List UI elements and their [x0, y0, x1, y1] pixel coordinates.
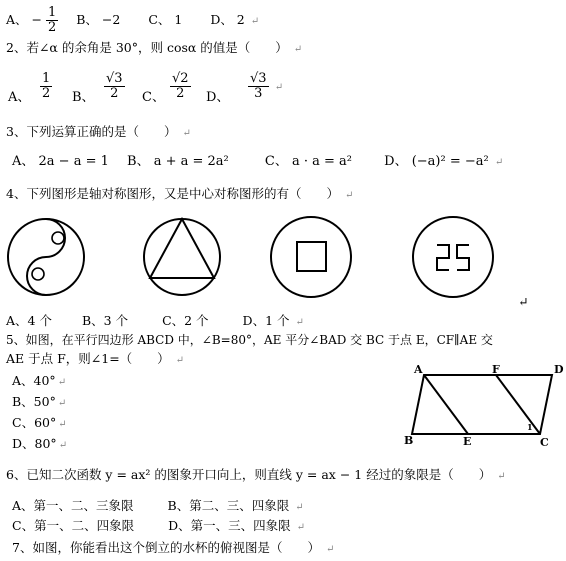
q1-option-d: D、 2	[210, 12, 245, 27]
q2-c-denominator: 2	[176, 86, 185, 101]
q1-a-numerator: 1	[47, 5, 57, 20]
label-e: E	[463, 435, 472, 448]
q6-option-b: B、第二、三、四象限	[167, 498, 290, 513]
label-b: B	[404, 434, 414, 447]
q3-option-d: D、 (−a)² = −a²	[384, 154, 489, 169]
paragraph-mark-icon: ↵	[274, 82, 284, 93]
q2-stem-text: 2、若∠α 的余角是 30°，则 cosα 的值是（ ）	[6, 40, 288, 55]
paragraph-mark-icon: ↵	[57, 398, 67, 409]
q3-stem-text: 3、下列运算正确的是（ ）	[6, 124, 177, 139]
q4-option-b: B、3 个	[81, 313, 129, 328]
q5-option-a-text: A、40°	[12, 373, 56, 388]
q2-option-a-label: A、	[8, 90, 31, 105]
q6-option-c: C、第一、二、四象限	[12, 518, 135, 533]
paragraph-mark-icon: ↵	[293, 44, 303, 55]
q2-option-c-label: C、	[142, 90, 165, 105]
paragraph-mark-icon: ↵	[175, 355, 185, 366]
q6-option-d: D、第一、三、四象限	[168, 518, 291, 533]
paragraph-mark-icon: ↵	[494, 157, 504, 168]
q1-a-denominator: 2	[47, 20, 57, 35]
paragraph-mark-icon: ↵	[58, 440, 68, 451]
label-d: D	[554, 363, 564, 376]
q3-option-c: C、 a · a = a²	[264, 154, 353, 169]
q3-option-b: B、 a + a = 2a²	[127, 154, 229, 169]
q2-c-numerator: √2	[172, 71, 189, 86]
q1-option-b: B、 −2	[76, 12, 121, 27]
label-angle-1: 1	[527, 422, 533, 432]
q3-option-a: A、 2a − a = 1	[12, 154, 109, 169]
q2-b-numerator: √3	[106, 71, 123, 86]
paragraph-mark-icon: ↵	[296, 522, 305, 533]
label-c: C	[540, 436, 549, 449]
paragraph-mark-icon: ↵	[250, 16, 260, 27]
q5-option-c-text: C、60°	[12, 415, 57, 430]
q2-a-numerator: 1	[42, 71, 51, 86]
label-a: A	[414, 363, 423, 376]
q5-stem-line-2-text: AE 于点 F，则∠1=（ ）	[6, 351, 170, 366]
q6-option-a: A、第一、二、三象限	[12, 498, 134, 513]
paragraph-mark-icon: ↵	[57, 377, 67, 388]
q1-option-c: C、 1	[148, 12, 183, 27]
q5-stem-line-1-text: 5、如图，在平行四边形 ABCD 中，∠B=80°，AE 平分∠BAD 交 BC 于点 E，CF∥AE 交	[6, 333, 493, 347]
q4-stem-text: 4、下列图形是轴对称图形，又是中心对称图形的有（ ）	[6, 186, 339, 201]
paragraph-mark-icon: ↵	[518, 294, 529, 309]
q6-stem-text: 6、已知二次函数 y = ax² 的图象开口向上，则直线 y = ax − 1 经过的象限是（ ）	[6, 467, 492, 482]
q7-stem-text: 7、如图，你能看出这个倒立的水杯的俯视图是（ ）	[12, 540, 320, 555]
q6-options-row-1	[12, 498, 304, 516]
q2-d-numerator: √3	[250, 71, 267, 86]
q5-option-b-text: B、50°	[12, 394, 56, 409]
paragraph-mark-icon: ↵	[344, 190, 354, 201]
q4-option-c: C、2 个	[162, 313, 209, 328]
q6-stem	[6, 467, 506, 485]
q2-b-denominator: 2	[110, 86, 119, 101]
q2-option-b-label: B、	[72, 90, 95, 105]
paragraph-mark-icon: ↵	[182, 128, 191, 139]
q1-option-a-sign: −	[31, 12, 42, 27]
segment-cf	[496, 375, 540, 434]
q2-option-d-label: D、	[206, 90, 230, 105]
q1-option-a-label: A、	[6, 12, 28, 27]
q2-d-denominator: 3	[254, 86, 263, 101]
label-f: F	[492, 363, 500, 376]
q6-options-row-2	[12, 518, 305, 536]
q5-option-d-text: D、80°	[12, 436, 57, 451]
q4-option-d: D、1 个	[242, 313, 290, 328]
q7-stem	[12, 540, 334, 558]
q2-a-denominator: 2	[42, 86, 51, 101]
paragraph-mark-icon: ↵	[295, 502, 304, 513]
paragraph-mark-icon: ↵	[325, 544, 335, 555]
paragraph-mark-icon: ↵	[497, 471, 506, 482]
paragraph-mark-icon: ↵	[58, 419, 67, 430]
segment-ae	[424, 375, 468, 434]
q4-option-a: A、4 个	[6, 313, 52, 328]
paragraph-mark-icon: ↵	[295, 317, 304, 328]
